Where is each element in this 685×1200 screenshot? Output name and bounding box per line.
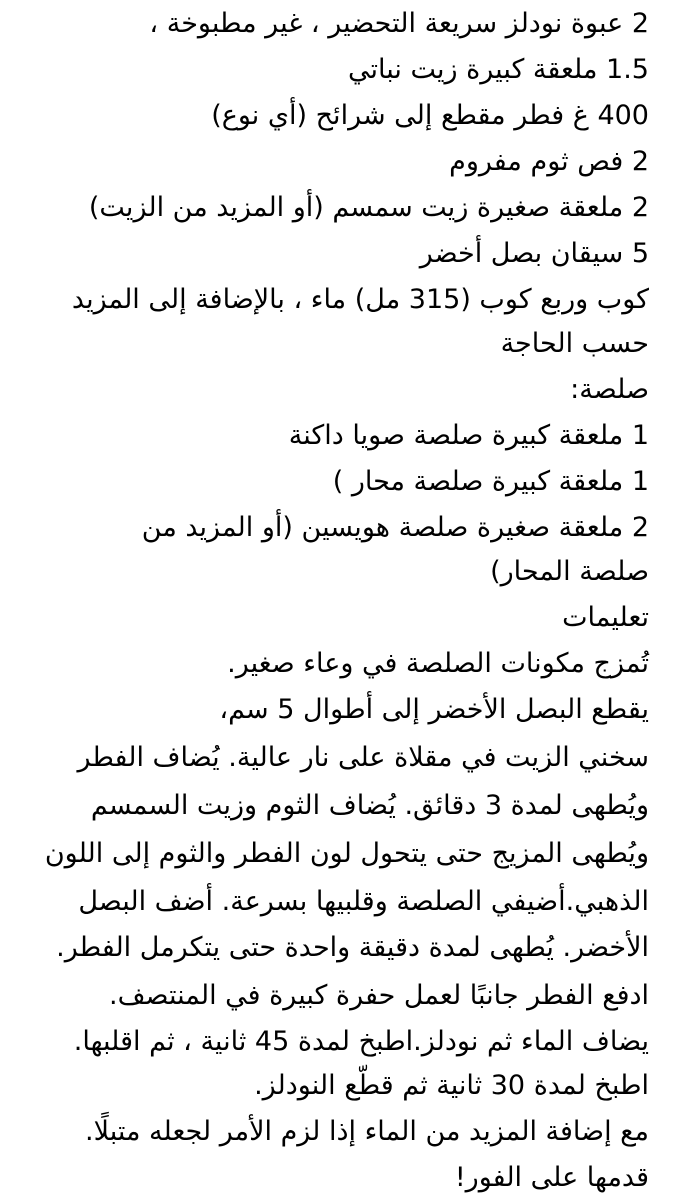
instruction-line: قدمها على الفور! <box>454 1162 649 1193</box>
instruction-line: اطبخ لمدة 30 ثانية ثم قطّع النودلز. <box>254 1070 649 1101</box>
ingredient-water: كوب وربع كوب (315 مل) ماء ، بالإضافة إلى المزيد <box>71 284 649 315</box>
instruction-line: سخني الزيت في مقلاة على نار عالية. يُضاف الفطر <box>77 742 649 773</box>
sauce-hoisin-cont: صلصة المحار) <box>490 556 649 587</box>
instructions-heading: تعليمات <box>562 602 649 633</box>
instruction-line: ادفع الفطر جانبًا لعمل حفرة كبيرة في المنتصف. <box>109 980 649 1011</box>
ingredient-water-cont: حسب الحاجة <box>500 328 649 359</box>
ingredient-noodles: 2 عبوة نودلز سريعة التحضير ، غير مطبوخة ، <box>149 8 649 39</box>
instruction-line: يضاف الماء ثم نودلز.اطبخ لمدة 45 ثانية ، ثم اقلبها. <box>73 1026 649 1057</box>
ingredient-green-onion: 5 سيقان بصل أخضر <box>419 238 649 269</box>
instruction-line: تُمزج مكونات الصلصة في وعاء صغير. <box>227 648 649 679</box>
ingredient-vegetable-oil: 1.5 ملعقة كبيرة زيت نباتي <box>347 54 649 85</box>
instruction-line: الأخضر. يُطهى لمدة دقيقة واحدة حتى يتكرمل الفطر. <box>56 932 649 963</box>
sauce-heading: صلصة: <box>570 374 649 405</box>
ingredient-garlic: 2 فص ثوم مفروم <box>449 146 649 177</box>
sauce-hoisin: 2 ملعقة صغيرة صلصة هويسين (أو المزيد من <box>141 512 649 543</box>
sauce-soy: 1 ملعقة كبيرة صلصة صويا داكنة <box>288 420 649 451</box>
instruction-line: ويُطهى لمدة 3 دقائق. يُضاف الثوم وزيت السمسم <box>90 790 649 821</box>
sauce-oyster: 1 ملعقة كبيرة صلصة محار ) <box>332 466 649 497</box>
ingredient-sesame-oil: 2 ملعقة صغيرة زيت سمسم (أو المزيد من الزيت) <box>88 192 649 223</box>
instruction-line: مع إضافة المزيد من الماء إذا لزم الأمر لجعله متبلًا. <box>85 1116 649 1147</box>
instruction-line: يقطع البصل الأخضر إلى أطوال 5 سم، <box>219 694 649 725</box>
instruction-line: الذهبي.أضيفي الصلصة وقلبيها بسرعة. أضف البصل <box>78 886 649 917</box>
ingredient-mushrooms: 400 غ فطر مقطع إلى شرائح (أي نوع) <box>211 100 649 131</box>
instruction-line: ويُطهى المزيج حتى يتحول لون الفطر والثوم إلى اللون <box>44 838 649 869</box>
